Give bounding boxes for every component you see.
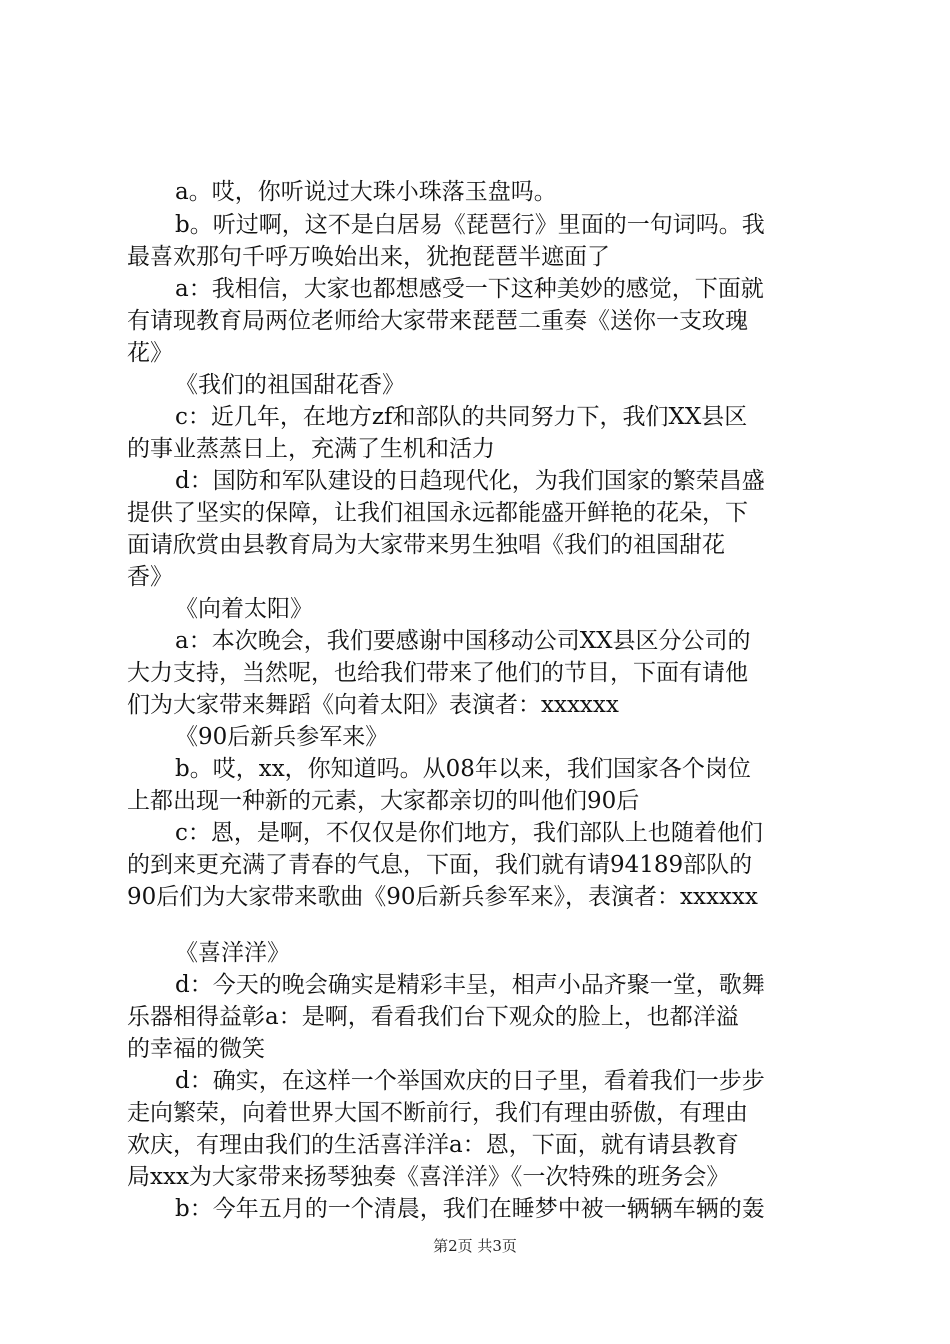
text-line: b。哎，xx，你知道吗。从08年以来，我们国家各个岗位 xyxy=(175,756,751,782)
text-line: a。哎，你听说过大珠小珠落玉盘吗。 xyxy=(175,179,557,205)
text-line: 乐器相得益彰a：是啊，看看我们台下观众的脸上，也都洋溢 xyxy=(127,1004,739,1030)
text-line: d：国防和军队建设的日趋现代化，为我们国家的繁荣昌盛 xyxy=(175,468,765,494)
text-line: a：本次晚会，我们要感谢中国移动公司XX县区分公司的 xyxy=(175,628,751,654)
text-line: 局xxx为大家带来扬琴独奏《喜洋洋》《一次特殊的班务会》 xyxy=(127,1164,730,1190)
section-title: 《90后新兵参军来》 xyxy=(175,724,389,750)
text-line: 的幸福的微笑 xyxy=(127,1036,265,1062)
text-line: d：今天的晚会确实是精彩丰呈，相声小品齐聚一堂，歌舞 xyxy=(175,972,765,998)
text-line: b。听过啊，这不是白居易《琵琶行》里面的一句词吗。我 xyxy=(175,212,765,238)
text-line: c：恩，是啊，不仅仅是你们地方，我们部队上也随着他们 xyxy=(175,820,763,846)
text-line: 花》 xyxy=(127,340,173,366)
text-line: 欢庆，有理由我们的生活喜洋洋a：恩，下面，就有请县教育 xyxy=(127,1132,739,1158)
page-footer: 第2页 共3页 xyxy=(433,1237,517,1255)
section-title: 《喜洋洋》 xyxy=(175,940,290,966)
text-line: 的事业蒸蒸日上，充满了生机和活力 xyxy=(127,436,495,462)
text-line: 的到来更充满了青春的气息，下面，我们就有请94189部队的 xyxy=(127,852,753,878)
text-line: c：近几年，在地方zf和部队的共同努力下，我们XX县区 xyxy=(175,404,748,430)
text-line: 最喜欢那句千呼万唤始出来，犹抱琵琶半遮面了 xyxy=(127,244,610,270)
section-title: 《我们的祖国甜花香》 xyxy=(175,372,405,398)
text-line: 大力支持，当然呢，也给我们带来了他们的节目，下面有请他 xyxy=(127,660,748,686)
text-line: a：我相信，大家也都想感受一下这种美妙的感觉，下面就 xyxy=(175,276,764,302)
section-title: 《向着太阳》 xyxy=(175,596,313,622)
text-line: 们为大家带来舞蹈《向着太阳》表演者：xxxxxx xyxy=(127,692,619,718)
text-line: 香》 xyxy=(127,564,173,590)
text-line: 上都出现一种新的元素，大家都亲切的叫他们90后 xyxy=(127,788,640,814)
text-line: 90后们为大家带来歌曲《90后新兵参军来》，表演者：xxxxxx xyxy=(127,884,758,910)
text-line: 面请欣赏由县教育局为大家带来男生独唱《我们的祖国甜花 xyxy=(127,532,725,558)
text-line: 提供了坚实的保障，让我们祖国永远都能盛开鲜艳的花朵，下 xyxy=(127,500,748,526)
text-line: 有请现教育局两位老师给大家带来琵琶二重奏《送你一支玫瑰 xyxy=(127,308,748,334)
text-line: b：今年五月的一个清晨，我们在睡梦中被一辆辆车辆的轰 xyxy=(175,1196,765,1222)
text-line: d：确实，在这样一个举国欢庆的日子里，看着我们一步步 xyxy=(175,1068,765,1094)
text-line: 走向繁荣，向着世界大国不断前行，我们有理由骄傲，有理由 xyxy=(127,1100,748,1126)
